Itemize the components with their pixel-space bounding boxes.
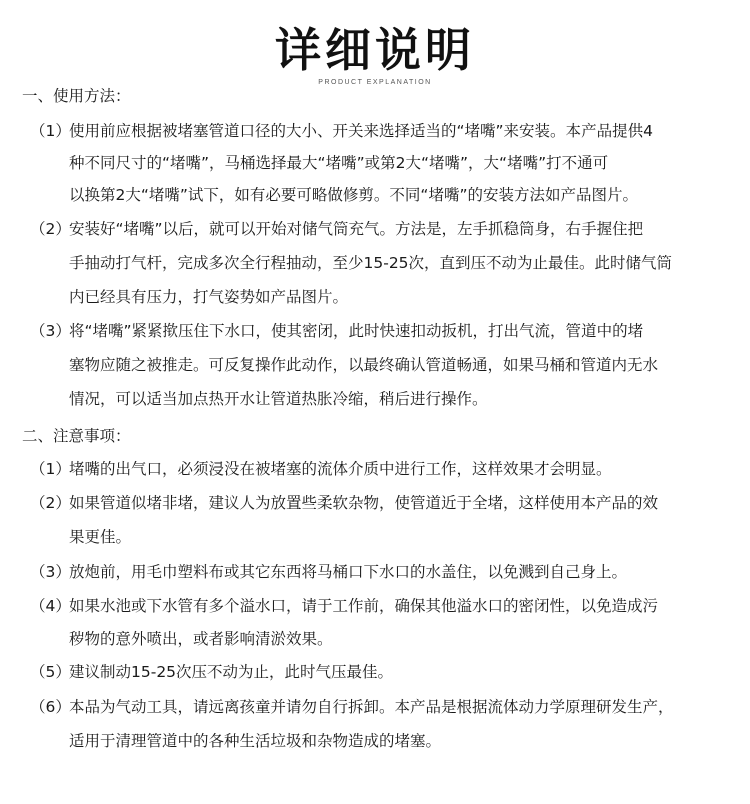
item-line: 塞物应随之被推走。可反复操作此动作，以最终确认管道畅通，如果马桶和管道内无水 xyxy=(69,356,659,374)
item-line: 使用前应根据被堵塞管道口径的大小、开关来选择适当的“堵嘴”来安装。本产品提供4 xyxy=(69,122,653,140)
page-title: 详细说明 xyxy=(275,23,475,77)
item-number: （1） xyxy=(30,460,71,478)
item-line: 放炮前，用毛巾塑料布或其它东西将马桶口下水口的水盖住，以免溅到自己身上。 xyxy=(69,563,628,581)
item-number: （6） xyxy=(30,698,71,716)
item-number: （4） xyxy=(30,597,71,615)
item-number: （1） xyxy=(30,122,71,140)
item-line: 秽物的意外喷出，或者影响清淤效果。 xyxy=(69,630,333,648)
section-heading: 二、注意事项： xyxy=(22,427,131,445)
item-line: 适用于清理管道中的各种生活垃圾和杂物造成的堵塞。 xyxy=(69,732,442,750)
item-line: 将“堵嘴”紧紧揿压住下水口，使其密闭，此时快速扣动扳机，打出气流，管道中的堵 xyxy=(69,322,644,340)
item-number: （3） xyxy=(30,322,71,340)
section-heading: 一、使用方法： xyxy=(22,87,131,105)
item-line: 内已经具有压力，打气姿势如产品图片。 xyxy=(69,288,349,306)
item-line: 建议制动15-25次压不动为止，此时气压最佳。 xyxy=(69,663,394,681)
item-number: （2） xyxy=(30,220,71,238)
item-line: 安装好“堵嘴”以后，就可以开始对储气筒充气。方法是，左手抓稳筒身，右手握住把 xyxy=(69,220,644,238)
item-line: 堵嘴的出气口，必须浸没在被堵塞的流体介质中进行工作，这样效果才会明显。 xyxy=(69,460,612,478)
item-number: （3） xyxy=(30,563,71,581)
item-line: 以换第2大“堵嘴”试下，如有必要可略做修剪。不同“堵嘴”的安装方法如产品图片。 xyxy=(69,186,638,204)
page-subtitle: PRODUCT EXPLANATION xyxy=(318,79,432,86)
item-line: 如果水池或下水管有多个溢水口，请于工作前，确保其他溢水口的密闭性，以免造成污 xyxy=(69,597,659,615)
item-number: （5） xyxy=(30,663,71,681)
item-line: 如果管道似堵非堵，建议人为放置些柔软杂物，使管道近于全堵，这样使用本产品的效 xyxy=(69,494,659,512)
item-line: 手抽动打气杆，完成多次全行程抽动，至少15-25次，直到压不动为止最佳。此时储气筒 xyxy=(69,254,673,272)
item-number: （2） xyxy=(30,494,71,512)
item-line: 种不同尺寸的“堵嘴”，马桶选择最大“堵嘴”或第2大“堵嘴”，大“堵嘴”打不通可 xyxy=(69,154,609,172)
item-line: 本品为气动工具，请远离孩童并请勿自行拆卸。本产品是根据流体动力学原理研发生产， xyxy=(69,698,674,716)
item-line: 果更佳。 xyxy=(69,528,132,546)
item-line: 情况，可以适当加点热开水让管道热胀冷缩，稍后进行操作。 xyxy=(69,390,488,408)
